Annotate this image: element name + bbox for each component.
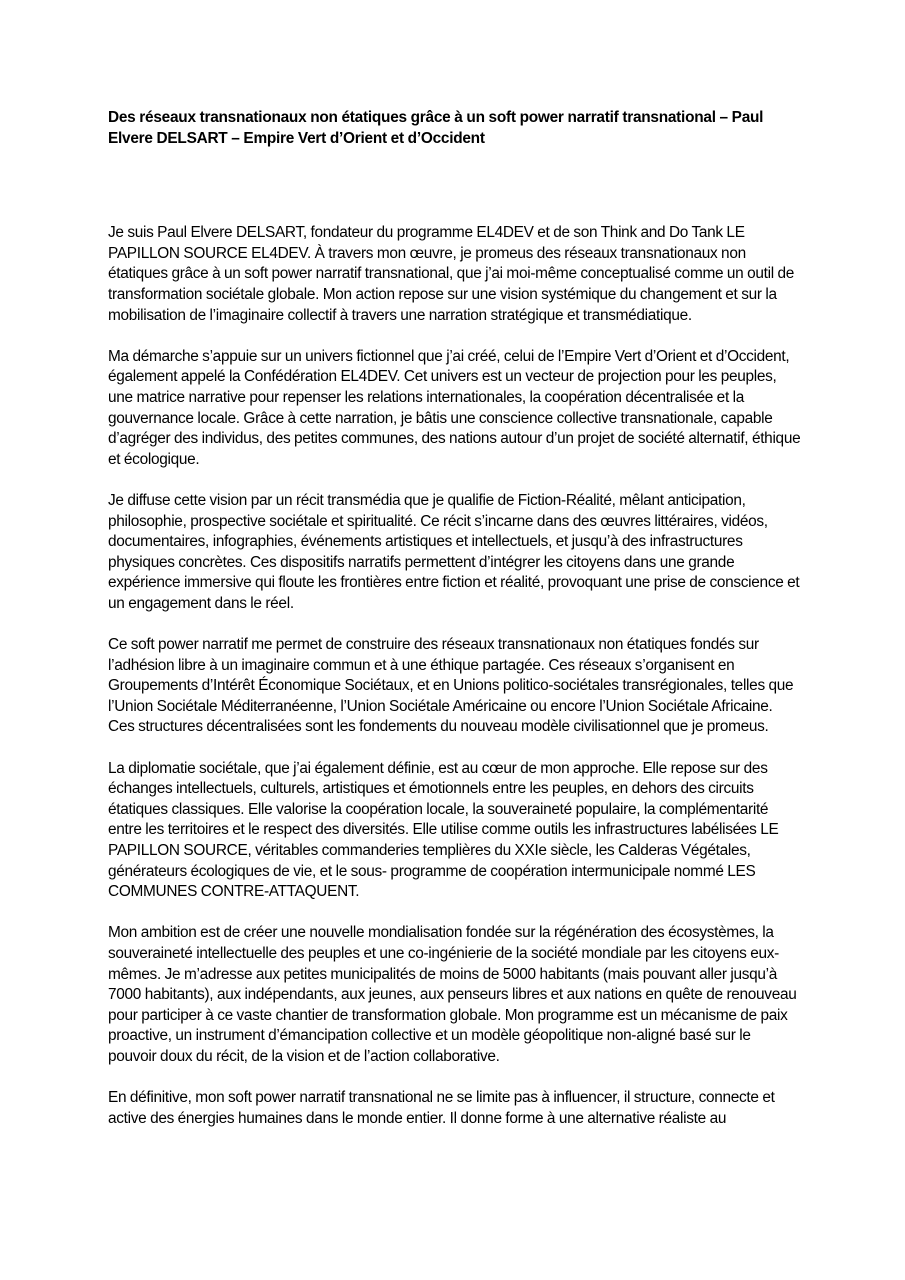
document-title: Des réseaux transnationaux non étatiques grâce à un soft power narratif transnational – Paul Elvere DELSART – Empire Vert d’Orient et d’Occident xyxy=(108,109,764,147)
paragraph-intro: Je suis Paul Elvere DELSART, fondateur du programme EL4DEV et de son Think and Do Tank LE PAPILLON SOURCE EL4DEV. À travers mon œuvre, je promeus des réseaux transnationaux non étatiques grâce à un soft power narratif transnational, que j’ai moi-même conceptualisé comme un outil de transformation sociétale globale. Mon action repose sur une vision systémique du changement et sur la mobilisation de l’imaginaire collectif à travers une narration stratégique et transmédiatique. xyxy=(108,224,795,324)
paragraph-diplomacy: La diplomatie sociétale, que j’ai également définie, est au cœur de mon approche. Elle repose sur des échanges intellectuels, culturels, artistiques et émotionnels entre les peuples, en dehors des circuits étatiques classiques. Elle valorise la coopération locale, la souveraineté populaire, la complémentarité entre les territoires et le respect des diversités. Elle utilise comme outils les infrastructures labélisées LE PAPILLON SOURCE, véritables commanderies templières du XXIe siècle, les Calderas Végétales, générateurs écologiques de vie, et le sous- programme de coopération intermunicipale nommé LES COMMUNES CONTRE-ATTAQUENT. xyxy=(108,759,779,901)
paragraph-list xyxy=(108,223,802,1129)
paragraph-networks: Ce soft power narratif me permet de construire des réseaux transnationaux non étatiques fondés sur l’adhésion libre à un imaginaire commun et à une éthique partagée. Ces réseaux s’organisent en Groupements d’Intérêt Économique Sociétaux, et en Unions politico-sociétales transrégionales, telles que l’Union Sociétale Méditerranéenne, l’Union Sociétale Américaine ou encore l’Union Sociétale Africaine. Ces structures décentralisées sont les fondements du nouveau modèle civilisationnel que je promeus. xyxy=(108,636,794,736)
paragraph-fictional-universe: Ma démarche s’appuie sur un univers fictionnel que j’ai créé, celui de l’Empire Vert d’Orient et d’Occident, également appelé la Confédération EL4DEV. Cet univers est un vecteur de projection pour les peuples, une matrice narrative pour repenser les relations internationales, la coopération décentralisée et la gouvernance locale. Grâce à cette narration, je bâtis une conscience collective transnationale, capable d’agréger des individus, des petites communes, des nations autour d’un projet de société alternatif, éthique et écologique. xyxy=(108,347,801,468)
document-body xyxy=(108,108,802,1150)
paragraph-transmedia: Je diffuse cette vision par un récit transmédia que je qualifie de Fiction-Réalité, mêlant anticipation, philosophie, prospective sociétale et spiritualité. Ce récit s’incarne dans des œuvres littéraires, vidéos, documentaires, infographies, événements artistiques et intellectuels, et jusqu’à des infrastructures physiques concrètes. Ces dispositifs narratifs permettent d’intégrer les citoyens dans une grande expérience immersive qui floute les frontières entre fiction et réalité, provoquant une prise de conscience et un engagement dans le réel. xyxy=(108,491,800,612)
paragraph-conclusion: En définitive, mon soft power narratif transnational ne se limite pas à influencer, il structure, connecte et active des énergies humaines dans le monde entier. Il donne forme à une alternative réaliste au xyxy=(108,1089,775,1127)
paragraph-ambition: Mon ambition est de créer une nouvelle mondialisation fondée sur la régénération des écosystèmes, la souveraineté intellectuelle des peuples et une co-ingénierie de la société mondiale par les citoyens eux-mêmes. Je m’adresse aux petites municipalités de moins de 5000 habitants (mais pouvant aller jusqu’à 7000 habitants), aux indépendants, aux jeunes, aux penseurs libres et aux nations en quête de renouveau pour participer à ce vaste chantier de transformation globale. Mon programme est un mécanisme de paix proactive, un instrument d’émancipation collective et un modèle géopolitique non-aligné basé sur le pouvoir doux du récit, de la vision et de l’action collaborative. xyxy=(108,924,797,1065)
